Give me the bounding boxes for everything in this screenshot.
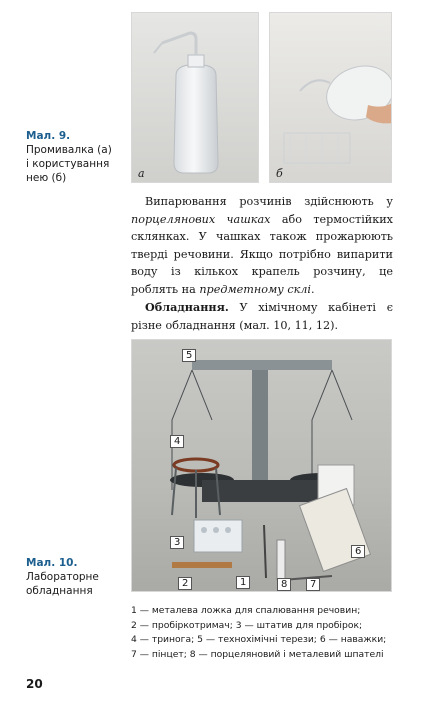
para1-start: Випарювання розчинів здійснюють у xyxy=(145,195,393,208)
legend-line-1: 1 — металева ложка для спалювання речовин; xyxy=(131,605,361,616)
figure10-photo xyxy=(131,339,392,592)
figure9-photo-b xyxy=(269,12,392,183)
callout-8: 8 xyxy=(277,578,291,591)
callout-2: 2 xyxy=(178,577,192,590)
legend-line-4: 7 — пінцет; 8 — порцеляновий і металевий шпателі xyxy=(131,648,384,660)
figure10-legend xyxy=(131,604,421,662)
figure9-caption xyxy=(26,129,130,185)
callout-5: 5 xyxy=(182,349,196,362)
para1-middle: або термостійких склянках. У чашках також прожарюють тверді речовини. Якщо потрібно випарити воду із кількох крапель розчину, це роблять на xyxy=(131,212,393,296)
para1-end: . xyxy=(311,282,315,296)
callout-6: 6 xyxy=(351,545,365,558)
para1-term-slide: предметному склі xyxy=(199,282,311,296)
wash-bottle-usage-illustration xyxy=(270,13,392,183)
legend-line-2: 2 — пробіркотримач; 3 — штатив для пробірок; xyxy=(131,619,363,631)
figure10-caption-line-1: Лабораторне xyxy=(26,571,99,583)
callout-4: 4 xyxy=(170,435,184,448)
figure10-caption-line-2: обладнання xyxy=(26,585,93,597)
body-text xyxy=(131,193,393,334)
paragraph-evaporation xyxy=(131,193,393,298)
para1-term-porcelain-dishes: порцелянових чашках xyxy=(131,212,271,226)
figure9-label: Мал. 9. xyxy=(26,130,71,142)
para2-text: У хімічному кабінеті є різне обладнання (мал. 10, 11, 12). xyxy=(131,301,393,332)
legend-line-3: 4 — тринога; 5 — технохімічні терези; 6 — наважки; xyxy=(131,634,387,645)
figure9-caption-line-2: і користування xyxy=(26,158,110,170)
panel-a-letter: а xyxy=(138,167,145,180)
figure9-caption-line-3: нею (б) xyxy=(26,172,67,184)
figure10-caption xyxy=(26,556,130,598)
wash-bottle-illustration xyxy=(132,13,259,183)
figure9-caption-line-1: Промивалка (а) xyxy=(26,144,112,156)
figure10-label: Мал. 10. xyxy=(26,557,78,569)
panel-b-letter: б xyxy=(276,167,283,180)
callout-7: 7 xyxy=(306,578,320,591)
callout-3: 3 xyxy=(170,536,184,549)
para2-heading: Обладнання. xyxy=(145,300,229,314)
figure9-photo-a xyxy=(131,12,259,183)
page-number: 20 xyxy=(26,677,43,691)
paragraph-equipment xyxy=(131,299,393,334)
callout-1: 1 xyxy=(236,576,250,589)
